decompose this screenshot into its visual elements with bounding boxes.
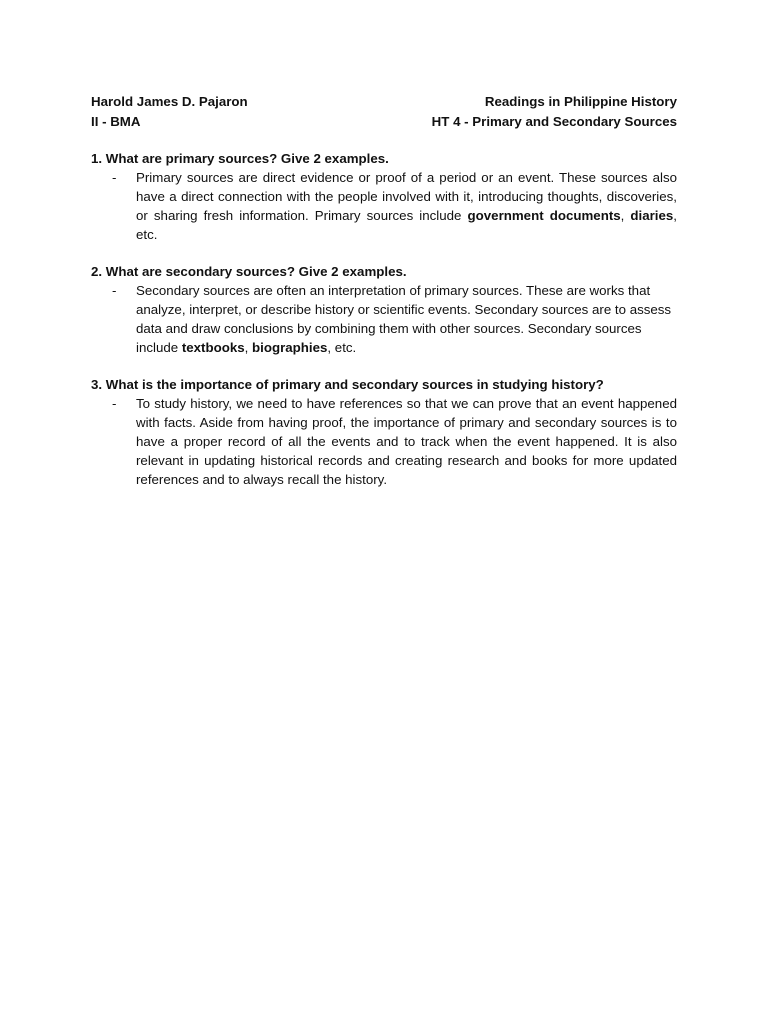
bullet-dash: - [112,283,117,298]
example-primary-1: government documents [467,208,621,223]
question-heading: 3. What is the importance of primary and secondary sources in studying history? [91,377,604,392]
course-title: Readings in Philippine History [484,94,677,109]
answer-item [91,281,677,357]
question-heading: 1. What are primary sources? Give 2 examples. [91,151,389,166]
example-primary-2: diaries [630,208,674,223]
question-heading: 2. What are secondary sources? Give 2 examples. [91,264,407,279]
example-separator: , [620,208,631,223]
answer-paragraph [136,281,677,357]
document-page [91,92,677,489]
assignment-title: HT 4 - Primary and Secondary Sources [431,113,677,129]
example-secondary-2: biographies [252,340,328,355]
header-row-1 [91,92,677,112]
header-row-2 [91,112,677,132]
question-block-2 [91,262,677,357]
bullet-dash: - [112,170,117,185]
example-secondary-1: textbooks [181,340,245,355]
author-name: Harold James D. Pajaron [91,94,248,109]
answer-body: Secondary sources are often an interpretation of primary sources. These are works that analyze, interpret, or describe history or scientific events. Secondary sources are to assess data and draw conclusions by combining them with other sources. Secondary sources include [136,283,672,355]
answer-ending: , etc. [327,340,357,355]
answer-ending: , etc. [136,208,677,242]
answer-item [91,394,677,489]
question-block-1 [91,149,677,244]
answer-body: To study history, we need to have references so that we can prove that an event happened with facts. Aside from having proof, the importance of primary and secondary sources is to have a proper record of all the events and to track when the event happened. It is also relevant in updating historical records and creating research and books for more updated references and to always recall the history. [136,396,677,487]
answer-item [91,168,677,244]
example-separator: , [244,340,253,355]
question-block-3 [91,375,677,489]
answer-body: Primary sources are direct evidence or proof of a period or an event. These sources also have a direct connection with the people involved with it, introducing thoughts, discoveries, or sharing fresh information. Primary sources include [136,170,677,223]
bullet-dash: - [112,396,117,411]
answer-paragraph [136,394,677,489]
answer-paragraph [136,168,677,244]
section-label: II - BMA [91,113,141,129]
